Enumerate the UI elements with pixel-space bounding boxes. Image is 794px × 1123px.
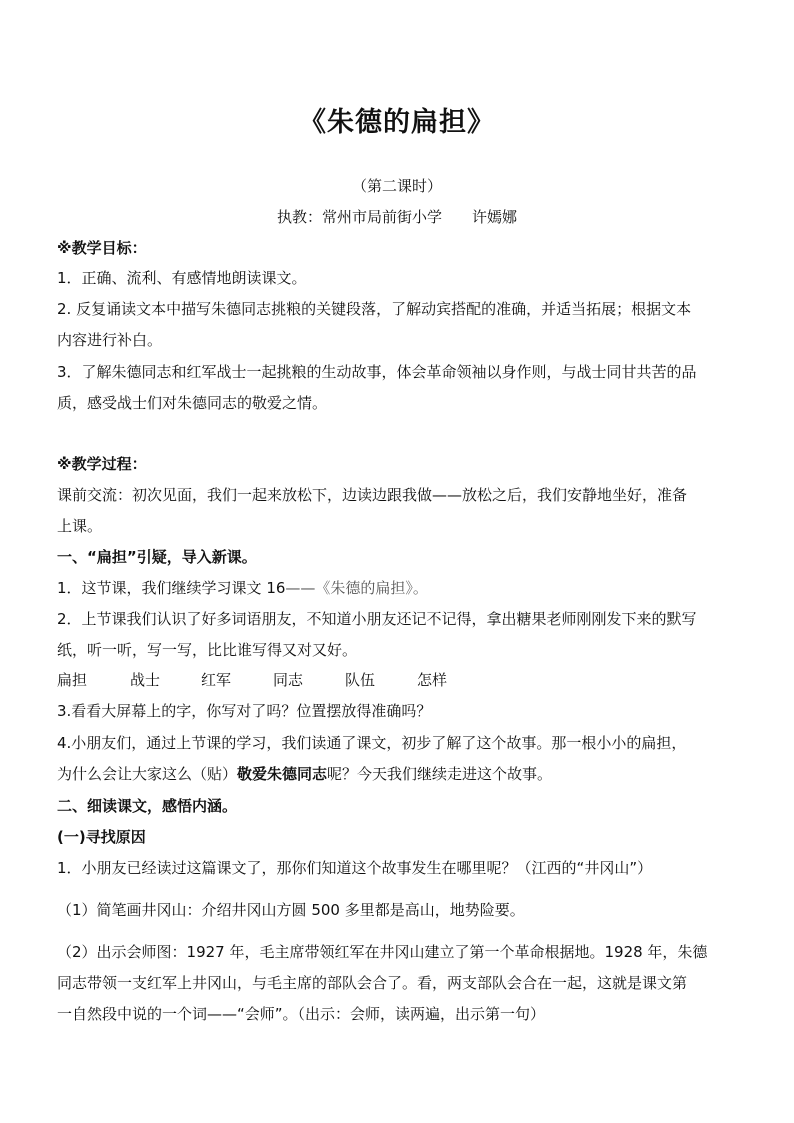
goal-line: 1．正确、流利、有感情地朗读课文。 [57, 269, 307, 287]
vocabulary-word: 队伍 [345, 671, 376, 689]
teacher-info: 执教：常州市局前街小学 许嫣娜 [276, 208, 517, 226]
paragraph-line: 2．上节课我们认识了好多词语朋友，不知道小朋友还记不记得，拿出糖果老师刚刚发下来的默写 [57, 610, 697, 628]
paragraph-line: 纸，听一听，写一写，比比谁写得又对又好。 [57, 641, 358, 659]
item-text: 1．这节课，我们继续学习课文 16 [57, 579, 286, 597]
section-heading: 二、细读课文，感悟内涵。 [57, 797, 238, 815]
vocabulary-word: 扁担 [57, 671, 88, 689]
paragraph-line [57, 763, 747, 784]
subsection-heading: (一)寻找原因 [57, 828, 146, 846]
vocabulary-word: 战士 [130, 671, 161, 689]
vocabulary-word: 红军 [201, 671, 232, 689]
item-text: 为什么会让大家这么（贴） [57, 765, 238, 783]
intro-line: 上课。 [57, 517, 103, 535]
intro-line: 课前交流：初次见面，我们一起来放松下，边读边跟我做——放松之后，我们安静地坐好，准备 [57, 486, 688, 504]
goals-heading: ※教学目标： [57, 239, 147, 257]
goal-line: 内容进行补白。 [57, 331, 163, 349]
goal-line: 3．了解朱德同志和红军战士一起挑粮的生动故事，体会革命领袖以身作则，与战士同甘共苦的品 [57, 363, 697, 381]
vocabulary-word: 怎样 [417, 671, 448, 689]
lesson-period: （第二课时） [351, 177, 442, 195]
paragraph-line: （1）简笔画井冈山：介绍井冈山方圆 500 多里都是高山，地势险要。 [57, 901, 525, 919]
section-heading: 一、“扁担”引疑，导入新课。 [57, 548, 257, 566]
paragraph-line [57, 577, 747, 598]
paragraph-line: 1．小朋友已经读过这篇课文了，那你们知道这个故事发生在哪里呢？（江西的“井冈山”） [57, 859, 653, 877]
vocabulary-word: 同志 [273, 671, 304, 689]
goal-line: 质，感受战士们对朱德同志的敬爱之情。 [57, 394, 328, 412]
goal-line: 2. 反复诵读文本中描写朱德同志挑粮的关键段落，了解动宾搭配的准确，并适当拓展；根据文本 [57, 300, 692, 318]
item-text: 呢？今天我们继续走进这个故事。 [327, 765, 553, 783]
paragraph-line: 同志带领一支红军上井冈山，与毛主席的部队会合了。看，两支部队会合在一起，这就是课文第 [57, 974, 688, 992]
paragraph-line: 3.看看大屏幕上的字，你写对了吗？位置摆放得准确吗？ [57, 702, 432, 720]
emphasis-text: 敬爱朱德同志 [237, 765, 328, 783]
paragraph-line: 4.小朋友们，通过上节课的学习，我们读通了课文，初步了解了这个故事。那一根小小的扁担， [57, 734, 687, 752]
paragraph-line: （2）出示会师图：1927 年，毛主席带领红军在井冈山建立了第一个革命根据地。1928 年，朱德 [57, 943, 708, 961]
process-heading: ※教学过程： [57, 455, 147, 473]
page-title: 《朱德的扁担》 [299, 107, 495, 138]
paragraph-line: 一自然段中说的一个词——“会师”。（出示：会师，读两遍，出示第一句） [57, 1005, 546, 1023]
item-text-title: ——《朱德的扁担》。 [285, 579, 428, 597]
